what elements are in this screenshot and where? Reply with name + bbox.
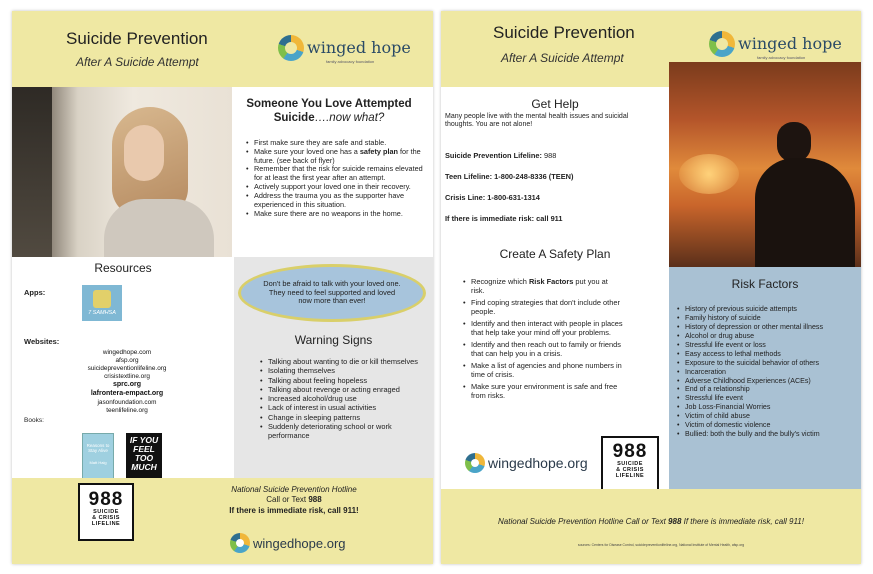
list-item: • Talking about wanting to die or kill themselves (260, 357, 420, 366)
back-hotline-post: If there is immediate risk, call 911! (681, 517, 804, 526)
item-text: Make sure your environment is safe and free from risks. (471, 381, 618, 401)
help-line-label: If there is immediate risk: call 911 (445, 214, 563, 223)
item-text: Make sure there are no weapons in the home. (254, 208, 403, 218)
list-item: • Suddenly deteriorating school or work performance (260, 422, 420, 441)
list-item: • Bullied: both the bully and the bully's victim (677, 430, 859, 439)
lifeline-988-badge (78, 483, 134, 541)
list-item (246, 192, 424, 210)
list-item: • End of a relationship (677, 385, 859, 394)
websites-list (62, 349, 192, 415)
risk-factors-section (669, 267, 861, 489)
website-link[interactable]: suicidepreventionlifeline.org (87, 365, 167, 372)
list-item (463, 298, 623, 317)
get-help-section (441, 87, 669, 267)
flyer-front-page (12, 11, 433, 564)
hotline-line2 (194, 495, 394, 505)
sources-note: sources: Centers for Disease Control, suicidepreventionlifeline.org, National Institute of Mental Health, afsp.org (577, 543, 745, 547)
butterfly-logo-icon (278, 35, 304, 61)
back-footer (441, 489, 861, 564)
back-subtitle: After A Suicide Attempt (501, 51, 624, 65)
list-item: • Increased alcohol/drug use (260, 394, 420, 403)
list-item: • Talking about feeling hopeless (260, 376, 420, 385)
woman-photo (12, 87, 232, 257)
front-header (12, 11, 433, 87)
badge-line3: LIFELINE (91, 521, 121, 528)
badge-line3-back: LIFELINE (615, 473, 645, 480)
samhsa-app-label: 7 SAMHSA (88, 310, 116, 316)
item-text: Recognize which (471, 277, 529, 286)
logo-tagline-back: family advocacy foundation (757, 55, 806, 60)
photo-shoulders (104, 199, 214, 257)
list-item: • History of previous suicide attempts (677, 305, 859, 314)
badge-line1-back: SUICIDE (617, 461, 643, 467)
badge-number: 988 (88, 489, 124, 510)
support-callout (238, 264, 426, 322)
book1-title: Reasons to Stay Alive (86, 443, 110, 453)
book2-title: IF YOU FEEL TOO MUCH (129, 435, 159, 472)
warning-section (234, 257, 433, 478)
front-hotline (194, 485, 394, 516)
resources-heading: Resources (94, 261, 152, 275)
item-text: Identify and then interact with people in places that help take your mind off your problems. (471, 318, 623, 338)
front-url-text: wingedhope.org (253, 535, 346, 551)
website-link[interactable]: jasonfoundation.com (97, 398, 157, 406)
samhsa-app-icon[interactable] (82, 285, 122, 321)
website-link[interactable]: crisistextline.org (104, 373, 150, 380)
list-item (246, 148, 424, 166)
samhsa-app-glyph (93, 290, 111, 308)
item-text: Address the trauma you as the supporter have experienced in this situation. (254, 191, 405, 209)
help-lines (445, 151, 665, 235)
item-text: Find coping strategies that don't include other people. (471, 297, 620, 317)
back-hotline-number: 988 (668, 517, 682, 526)
list-item (246, 210, 424, 219)
lifeline-988-badge-back (601, 436, 659, 496)
butterfly-icon (230, 533, 250, 553)
safety-plan-list (463, 277, 623, 403)
back-hotline-pre: National Suicide Prevention Hotline Call or Text (498, 517, 669, 526)
butterfly-logo-icon (709, 31, 735, 57)
logo-text: winged hope (307, 38, 411, 57)
help-line-label: Crisis Line: 1-800-631-1314 (445, 193, 540, 202)
item-bold: Risk Factors (528, 277, 574, 286)
help-line (445, 214, 665, 223)
back-url-text: wingedhope.org (488, 455, 588, 471)
photo-window-frame (12, 87, 52, 257)
book1-author: Matt Haig (89, 459, 107, 465)
badge-line1: SUICIDE (93, 509, 119, 515)
badge-line2-back: & CRISIS (616, 467, 644, 474)
list-item (463, 382, 623, 401)
website-link[interactable]: sprc.org (112, 381, 141, 388)
list-item: • Alcohol or drug abuse (677, 332, 859, 341)
list-item: • Isolating themselves (260, 366, 420, 375)
hotline-line3: If there is immediate risk, call 911! (229, 505, 359, 515)
website-link[interactable]: lafrontera-empact.org (90, 389, 164, 397)
item-text: Actively support your loved one in their recovery. (254, 182, 411, 192)
intro-heading-rest: ….now what? (314, 112, 385, 125)
list-item: • Stressful life event or loss (677, 341, 859, 350)
butterfly-icon (465, 453, 485, 473)
item-text: First make sure they are safe and stable. (254, 137, 387, 147)
help-line (445, 172, 665, 181)
item-text-tail: for the future. (see back of flyer) (254, 146, 421, 165)
list-item: • Exposure to the suicidal behavior of others (677, 359, 859, 368)
photo-sun (679, 154, 739, 194)
help-line-label: Suicide Prevention Lifeline: (445, 151, 542, 160)
list-item: • Change in sleeping patterns (260, 413, 420, 422)
photo-face (124, 125, 164, 181)
list-item: • Easy access to lethal methods (677, 350, 859, 359)
logo-text-back: winged hope (738, 34, 842, 53)
front-footer (12, 478, 433, 564)
back-title: Suicide Prevention (493, 23, 635, 42)
get-help-heading: Get Help (531, 97, 579, 111)
safety-plan-section (441, 247, 669, 489)
list-item (463, 361, 623, 380)
logo-tagline: family advocacy foundation (326, 59, 375, 64)
website-link[interactable]: teenlifeline.org (106, 406, 148, 414)
help-line-value: 988 (541, 151, 557, 160)
badge-number-back: 988 (612, 441, 648, 462)
intro-heading (234, 97, 424, 126)
list-item (463, 319, 623, 338)
website-link[interactable]: wingedhope.com (102, 349, 152, 356)
resources-section (12, 257, 234, 478)
safety-plan-heading: Create A Safety Plan (499, 247, 611, 261)
warning-heading: Warning Signs (294, 333, 373, 347)
apps-label: Apps: (24, 288, 46, 297)
website-link[interactable]: afsp.org (115, 357, 139, 364)
list-item: • Victim of child abuse (677, 412, 859, 421)
get-help-intro: Many people live with the mental health issues and suicidal thoughts. You are not alone! (445, 113, 629, 129)
list-item (246, 165, 424, 183)
item-text: Identify and then reach out to family or friends that can help you in a crisis. (471, 339, 621, 359)
front-subtitle: After A Suicide Attempt (76, 55, 199, 69)
list-item: • Victim of domestic violence (677, 421, 859, 430)
hotline-line2-pre: Call or Text (266, 495, 309, 505)
websites-label: Websites: (24, 337, 60, 346)
front-title: Suicide Prevention (66, 29, 208, 48)
list-item: • Incarceration (677, 368, 859, 377)
winged-hope-logo-back (709, 31, 842, 60)
list-item: • Talking about revenge or acting enraged (260, 385, 420, 394)
intro-heading-main: Someone You Love Attempted Suicide (246, 98, 412, 125)
list-item: • Stressful life event (677, 394, 859, 403)
list-item: • Lack of interest in usual activities (260, 403, 420, 412)
books-label: Books: (24, 417, 44, 424)
help-line-label: Teen Lifeline: 1-800-248-8336 (TEEN) (445, 172, 574, 181)
intro-section (234, 97, 424, 219)
item-text: Remember that the risk for suicide remains elevated for at least the first year after an attempt. (254, 164, 423, 183)
photo-body (755, 158, 855, 267)
photo-head (777, 122, 811, 162)
intro-bullets (246, 139, 424, 219)
callout-text: Don't be afraid to talk with your loved one. They need to feel supported and loved now more than ever! (263, 278, 401, 306)
list-item: • History of depression or other mental illness (677, 323, 859, 332)
back-url-logo[interactable] (465, 453, 588, 473)
badge-line2: & CRISIS (92, 515, 120, 522)
risk-factors-list (677, 305, 859, 439)
book-if-you-feel-too-much[interactable] (126, 433, 162, 483)
front-footer-url[interactable] (230, 533, 346, 553)
list-item: • Adverse Childhood Experiences (ACEs) (677, 377, 859, 386)
item-bold: safety plan (359, 146, 398, 156)
list-item (463, 277, 623, 296)
item-text-tail: put you at risk. (471, 277, 608, 296)
man-sunset-photo (669, 62, 861, 267)
item-text: Make a list of agencies and phone numbers in time of crisis. (471, 360, 622, 380)
help-line (445, 193, 665, 202)
back-hotline (441, 517, 861, 526)
hotline-line1: National Suicide Prevention Hotline (231, 485, 357, 494)
risk-factors-heading: Risk Factors (731, 277, 799, 291)
list-item (463, 340, 623, 359)
item-text: Make sure your loved one has a (254, 146, 360, 156)
list-item: • Family history of suicide (677, 314, 859, 323)
list-item: • Job Loss-Financial Worries (677, 403, 859, 412)
warning-signs-list (260, 357, 420, 440)
hotline-line2-number: 988 (308, 495, 322, 505)
flyer-back-page (441, 11, 861, 564)
help-line (445, 151, 665, 160)
winged-hope-logo (278, 35, 411, 64)
book-reasons-to-stay-alive[interactable] (82, 433, 114, 483)
